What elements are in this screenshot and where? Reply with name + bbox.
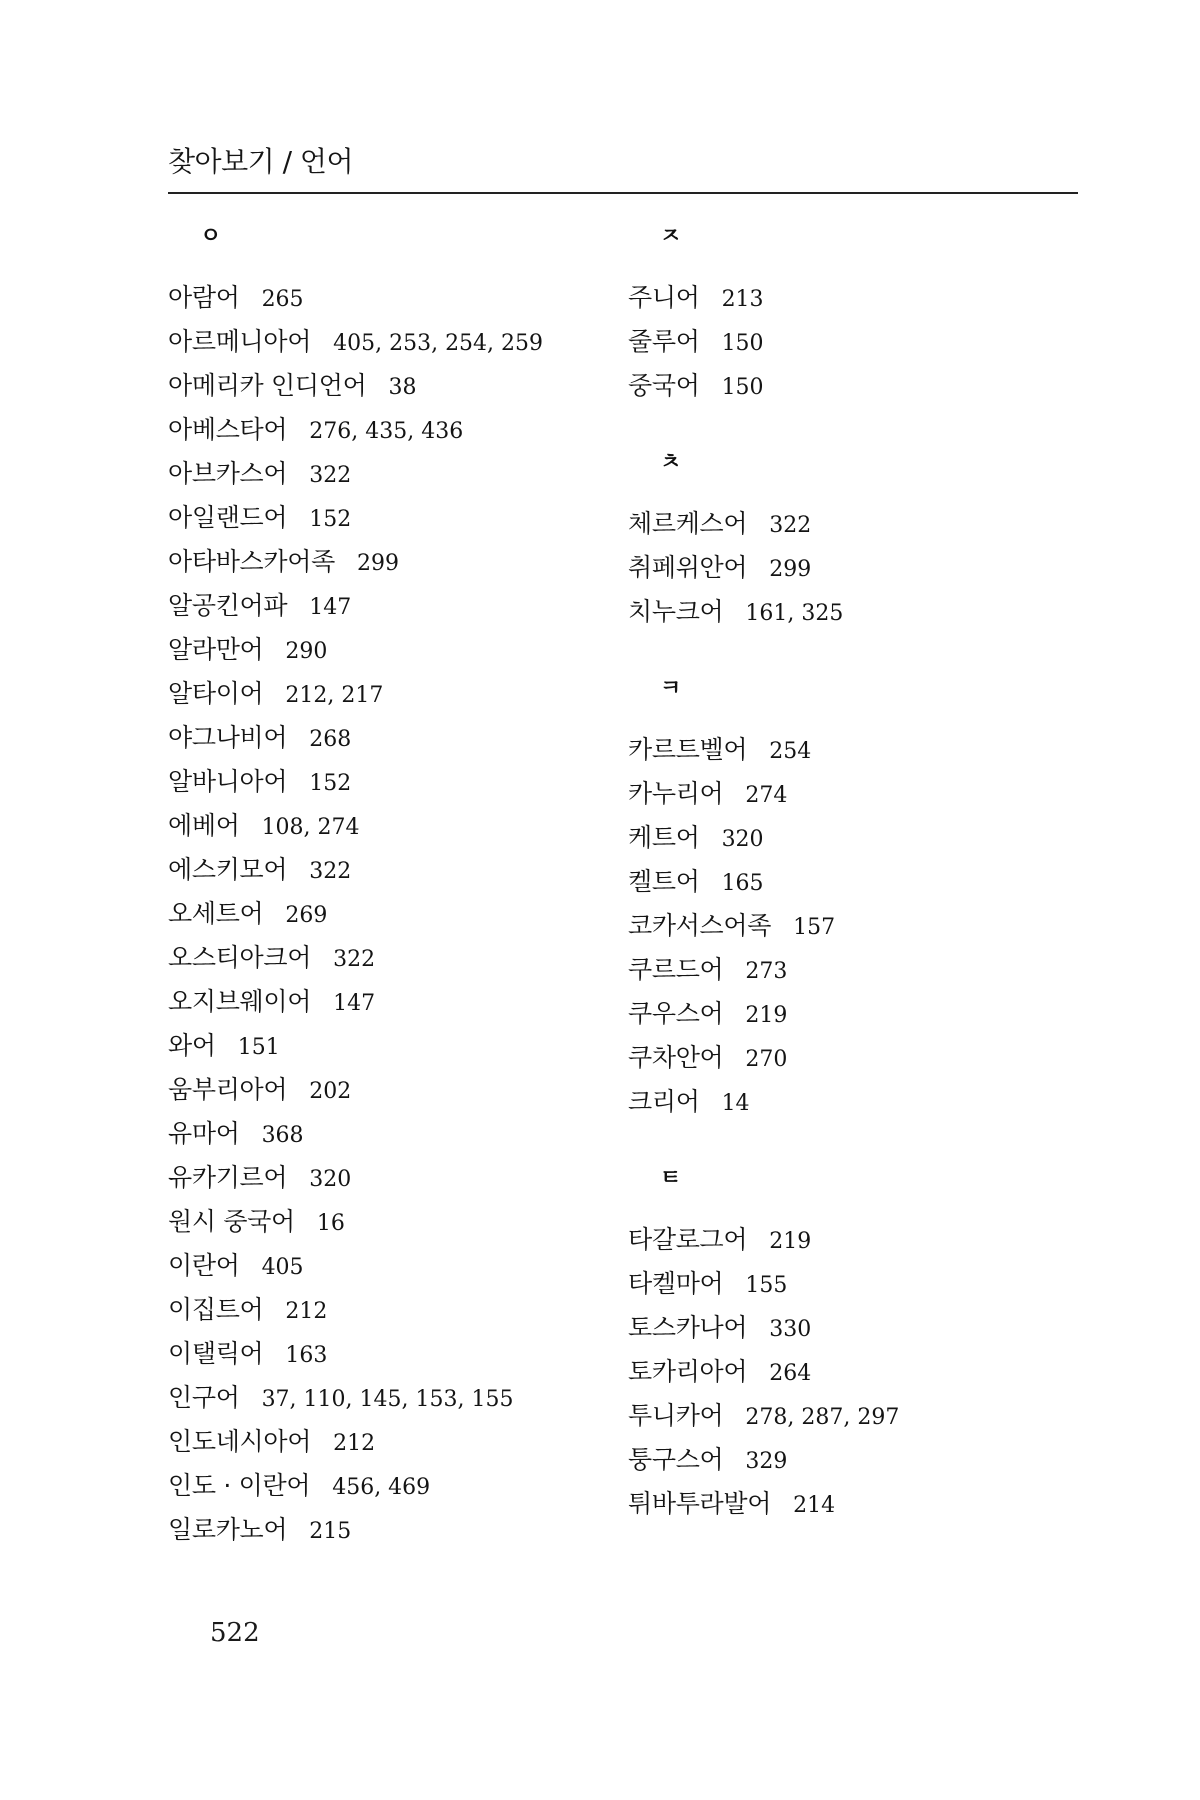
entry-pages: 16: [316, 1211, 345, 1236]
index-entry: [168, 1024, 608, 1068]
entry-term: 이집트어: [168, 1295, 264, 1324]
index-section: [628, 222, 1068, 408]
entry-pages: 265: [261, 287, 304, 312]
index-entry: [628, 1482, 1068, 1526]
entry-pages: 273: [745, 959, 788, 984]
index-entry: [168, 716, 608, 760]
entry-term: 에스키모어: [168, 855, 288, 884]
section-letter: ㅇ: [200, 224, 222, 249]
entry-pages: 212, 217: [285, 683, 384, 708]
entry-pages: 152: [309, 507, 352, 532]
section-letter: ㅌ: [660, 1166, 682, 1191]
entry-term: 원시 중국어: [168, 1207, 295, 1236]
entry-term: 알라만어: [168, 635, 264, 664]
index-entry: [628, 948, 1068, 992]
index-entry: [628, 992, 1068, 1036]
entry-pages: 152: [309, 771, 352, 796]
entry-pages: 456, 469: [332, 1475, 431, 1500]
index-entry: [168, 320, 608, 364]
entry-pages: 320: [309, 1167, 352, 1192]
entry-term: 인도 · 이란어: [168, 1471, 311, 1500]
index-section: [628, 448, 1068, 634]
entry-pages: 212: [285, 1299, 328, 1324]
entry-pages: 151: [237, 1035, 280, 1060]
entry-pages: 108, 274: [261, 815, 360, 840]
index-entry: [168, 848, 608, 892]
entry-term: 알타이어: [168, 679, 264, 708]
index-entry: [168, 672, 608, 716]
index-entry: [168, 364, 608, 408]
index-entry: [168, 496, 608, 540]
entry-pages: 163: [285, 1343, 328, 1368]
index-section: [628, 1164, 1068, 1526]
index-entry: [628, 1394, 1068, 1438]
entry-pages: 322: [309, 859, 352, 884]
entry-pages: 368: [261, 1123, 304, 1148]
entry-pages: 264: [769, 1361, 812, 1386]
index-entry: [628, 728, 1068, 772]
entry-term: 알바니아어: [168, 767, 288, 796]
index-entry: [168, 980, 608, 1024]
entry-pages: 268: [309, 727, 352, 752]
index-entry: [628, 276, 1068, 320]
entry-term: 토스카나어: [628, 1313, 748, 1342]
index-section: [168, 222, 608, 1552]
entry-term: 움부리아어: [168, 1075, 288, 1104]
index-entry: [628, 364, 1068, 408]
entry-pages: 290: [285, 639, 328, 664]
entry-pages: 165: [721, 871, 764, 896]
entry-term: 타켈마어: [628, 1269, 724, 1298]
entry-pages: 278, 287, 297: [745, 1405, 900, 1430]
index-entry: [628, 546, 1068, 590]
entry-pages: 212: [333, 1431, 376, 1456]
entry-pages: 322: [769, 513, 812, 538]
index-entry: [628, 1080, 1068, 1124]
entry-term: 튀바투라발어: [628, 1489, 772, 1518]
section-letter: ㅊ: [660, 450, 682, 475]
entry-term: 이란어: [168, 1251, 240, 1280]
entry-pages: 37, 110, 145, 153, 155: [261, 1387, 514, 1412]
index-entry: [168, 804, 608, 848]
entry-list: [628, 1218, 1068, 1526]
index-entry: [628, 320, 1068, 364]
entry-term: 와어: [168, 1031, 216, 1060]
entry-pages: 157: [793, 915, 836, 940]
entry-pages: 214: [793, 1493, 836, 1518]
entry-term: 아르메니아어: [168, 327, 312, 356]
entry-term: 아베스타어: [168, 415, 288, 444]
section-letter: ㅋ: [660, 676, 682, 701]
index-entry: [628, 904, 1068, 948]
section-letter: ㅈ: [660, 224, 682, 249]
entry-pages: 322: [309, 463, 352, 488]
index-entry: [168, 276, 608, 320]
entry-term: 코카서스어족: [628, 911, 772, 940]
entry-term: 아타바스카어족: [168, 547, 335, 576]
entry-term: 주니어: [628, 283, 700, 312]
entry-term: 퉁구스어: [628, 1445, 724, 1474]
entry-pages: 215: [309, 1519, 352, 1544]
index-entry: [168, 584, 608, 628]
entry-term: 이탤릭어: [168, 1339, 264, 1368]
index-entry: [168, 1200, 608, 1244]
index-entry: [168, 628, 608, 672]
entry-pages: 150: [721, 375, 764, 400]
entry-pages: 147: [309, 595, 352, 620]
entry-term: 케트어: [628, 823, 700, 852]
entry-pages: 320: [721, 827, 764, 852]
entry-term: 오지브웨이어: [168, 987, 312, 1016]
entry-pages: 329: [745, 1449, 788, 1474]
page-number: 522: [210, 1618, 260, 1648]
entry-term: 카누리어: [628, 779, 724, 808]
index-column-right: [628, 222, 1068, 1566]
entry-pages: 155: [745, 1273, 788, 1298]
entry-term: 취페위안어: [628, 553, 748, 582]
index-entry: [168, 1112, 608, 1156]
entry-list: [168, 276, 608, 1552]
entry-term: 인도네시아어: [168, 1427, 312, 1456]
entry-pages: 299: [356, 551, 399, 576]
index-column-left: [168, 222, 608, 1592]
index-entry: [168, 1156, 608, 1200]
entry-pages: 219: [745, 1003, 788, 1028]
entry-pages: 147: [333, 991, 376, 1016]
entry-term: 인구어: [168, 1383, 240, 1412]
index-entry: [628, 860, 1068, 904]
index-entry: [168, 1420, 608, 1464]
index-entry: [168, 1376, 608, 1420]
entry-term: 토카리아어: [628, 1357, 748, 1386]
entry-list: [628, 276, 1068, 408]
entry-term: 타갈로그어: [628, 1225, 748, 1254]
entry-pages: 38: [388, 375, 417, 400]
entry-term: 알공킨어파: [168, 591, 288, 620]
index-entry: [168, 936, 608, 980]
entry-pages: 14: [721, 1091, 750, 1116]
entry-term: 아메리카 인디언어: [168, 371, 367, 400]
index-entry: [168, 1244, 608, 1288]
index-section: [628, 674, 1068, 1124]
index-entry: [628, 502, 1068, 546]
entry-term: 중국어: [628, 371, 700, 400]
entry-pages: 219: [769, 1229, 812, 1254]
index-entry: [628, 1218, 1068, 1262]
index-entry: [628, 772, 1068, 816]
entry-term: 켈트어: [628, 867, 700, 896]
entry-term: 오스티아크어: [168, 943, 312, 972]
entry-pages: 270: [745, 1047, 788, 1072]
entry-pages: 405, 253, 254, 259: [333, 331, 544, 356]
entry-pages: 299: [769, 557, 812, 582]
page-header: [168, 142, 1078, 194]
index-entry: [168, 1288, 608, 1332]
entry-term: 오세트어: [168, 899, 264, 928]
index-entry: [168, 1068, 608, 1112]
entry-term: 야그나비어: [168, 723, 288, 752]
entry-term: 줄루어: [628, 327, 700, 356]
entry-term: 치누크어: [628, 597, 724, 626]
index-entry: [168, 1464, 608, 1508]
entry-list: [628, 728, 1068, 1124]
entry-pages: 254: [769, 739, 812, 764]
entry-term: 유마어: [168, 1119, 240, 1148]
entry-term: 투니카어: [628, 1401, 724, 1430]
index-entry: [628, 1350, 1068, 1394]
index-entry: [168, 408, 608, 452]
index-entry: [628, 1438, 1068, 1482]
index-entry: [168, 540, 608, 584]
entry-pages: 405: [261, 1255, 304, 1280]
index-entry: [628, 1306, 1068, 1350]
entry-list: [628, 502, 1068, 634]
entry-pages: 330: [769, 1317, 812, 1342]
entry-pages: 161, 325: [745, 601, 844, 626]
entry-term: 아브카스어: [168, 459, 288, 488]
entry-pages: 269: [285, 903, 328, 928]
index-entry: [168, 892, 608, 936]
entry-term: 일로카노어: [168, 1515, 288, 1544]
entry-term: 아람어: [168, 283, 240, 312]
index-entry: [628, 590, 1068, 634]
index-entry: [628, 1262, 1068, 1306]
entry-pages: 150: [721, 331, 764, 356]
entry-term: 카르트벨어: [628, 735, 748, 764]
entry-term: 에베어: [168, 811, 240, 840]
entry-pages: 213: [721, 287, 764, 312]
entry-pages: 202: [309, 1079, 352, 1104]
index-entry: [168, 1508, 608, 1552]
entry-term: 크리어: [628, 1087, 700, 1116]
entry-term: 아일랜드어: [168, 503, 288, 532]
index-entry: [168, 452, 608, 496]
index-entry: [628, 816, 1068, 860]
index-entry: [168, 760, 608, 804]
index-entry: [628, 1036, 1068, 1080]
entry-pages: 276, 435, 436: [309, 419, 464, 444]
page-title: 찾아보기 / 언어: [168, 145, 354, 178]
entry-term: 쿠르드어: [628, 955, 724, 984]
entry-pages: 322: [333, 947, 376, 972]
entry-term: 체르케스어: [628, 509, 748, 538]
entry-term: 쿠차안어: [628, 1043, 724, 1072]
entry-term: 쿠우스어: [628, 999, 724, 1028]
entry-term: 유카기르어: [168, 1163, 288, 1192]
index-entry: [168, 1332, 608, 1376]
entry-pages: 274: [745, 783, 788, 808]
